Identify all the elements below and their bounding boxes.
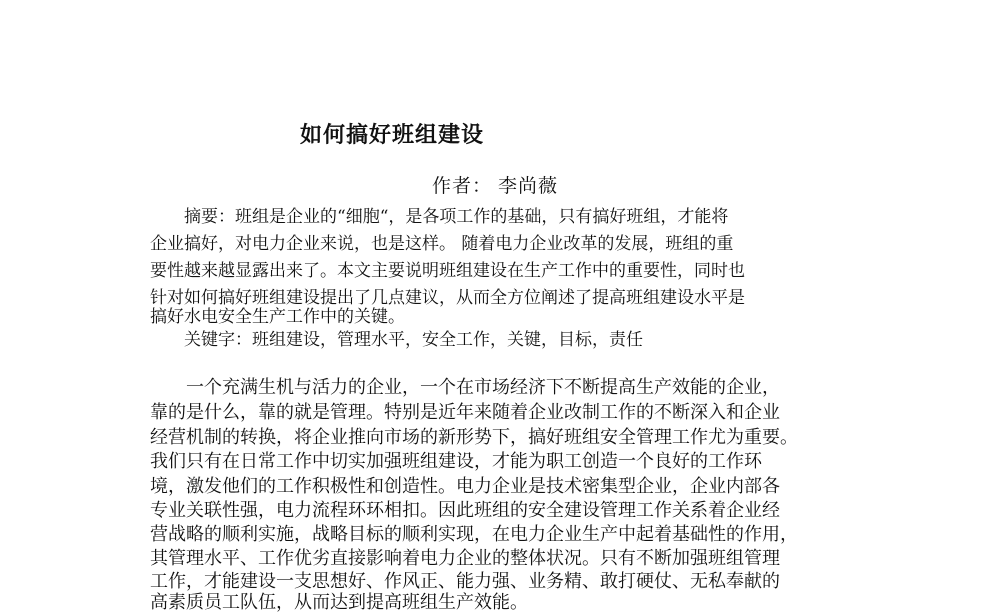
abstract-line: 搞好水电安全生产工作中的关键。	[150, 307, 405, 327]
body-line: 其管理水平、工作优劣直接影响着电力企业的整体状况。只有不断加强班组管理	[150, 548, 780, 569]
body-line: 靠的是什么，靠的就是管理。特别是近年来随着企业改制工作的不断深入和企业	[150, 402, 780, 423]
body-line: 一个充满生机与活力的企业，一个在市场经济下不断提高生产效能的企业，	[150, 377, 780, 398]
body-line: 境，激发他们的工作积极性和创造性。电力企业是技术密集型企业，企业内部各	[150, 476, 780, 497]
body-line: 经营机制的转换，将企业推向市场的新形势下，搞好班组安全管理工作尤为重要。	[150, 427, 798, 448]
body-line: 工作，才能建设一支思想好、作风正、能力强、业务精、敢打硬仗、无私奉献的	[150, 571, 780, 592]
author-label: 作者：	[432, 175, 493, 197]
author-line	[432, 171, 558, 198]
body-line: 我们只有在日常工作中切实加强班组建设，才能为职工创造一个良好的工作环	[150, 451, 762, 472]
abstract-line: 针对如何搞好班组建设提出了几点建议，从而全方位阐述了提高班组建设水平是	[150, 288, 745, 308]
body-line: 营战略的顺利实施，战略目标的顺利实现，在电力企业生产中起着基础性的作用，	[150, 524, 798, 545]
author-name: 李尚薇	[498, 175, 559, 197]
abstract-line: 要性越来越显露出来了。本文主要说明班组建设在生产工作中的重要性，同时也	[150, 261, 745, 281]
page-title: 如何搞好班组建设	[300, 122, 485, 148]
keywords-line: 关键字：班组建设，管理水平，安全工作，关键，目标，责任	[150, 330, 643, 350]
body-line: 高素质员工队伍，从而达到提高班组生产效能。	[150, 592, 528, 613]
abstract-line: 摘要：班组是企业的“细胞“，是各项工作的基础，只有搞好班组，才能将	[150, 207, 729, 227]
abstract-line: 企业搞好，对电力企业来说，也是这样。 随着电力企业改革的发展，班组的重	[150, 234, 734, 254]
body-line: 专业关联性强，电力流程环环相扣。因此班组的安全建设管理工作关系着企业经	[150, 500, 780, 521]
